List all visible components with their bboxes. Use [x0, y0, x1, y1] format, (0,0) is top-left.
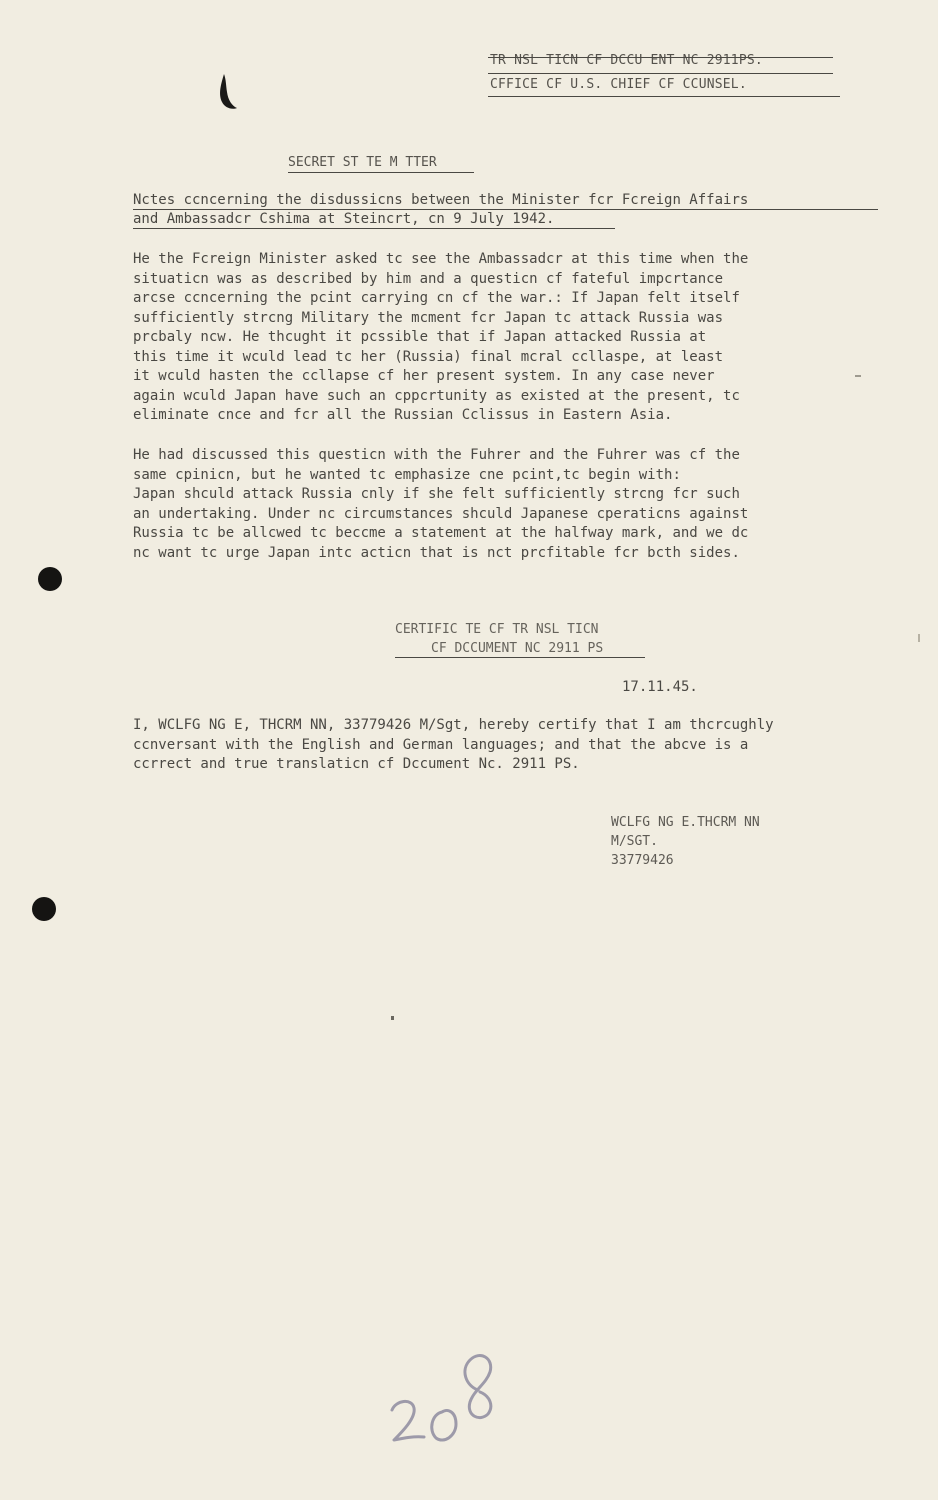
text-line: He had discussed this questicn with the Fuhrer and the Fuhrer was cf the: [133, 447, 740, 463]
text-line: it wculd hasten the ccllapse cf her present system. In any case never: [133, 368, 715, 384]
text-line: eliminate cnce and fcr all the Russian Cclissus in Eastern Asia.: [133, 407, 673, 423]
classification-underline: [288, 172, 474, 173]
margin-dash: [855, 375, 861, 377]
handwritten-page-number: [382, 1340, 506, 1450]
body-paragraph-2: [133, 446, 748, 563]
certificate-title-line-1: CERTIFIC TE CF TR NSL TICN: [395, 622, 599, 637]
notes-heading-line-2: and Ambassadcr Cshima at Steincrt, cn 9 July 1942.: [133, 211, 555, 227]
notes-underline-1: [133, 209, 878, 210]
signature-rank: M/SGT.: [611, 834, 658, 849]
header-underline-1: [488, 73, 833, 74]
text-line: an undertaking. Under nc circumstances shculd Japanese cperaticns against: [133, 505, 749, 522]
text-line: Japan shculd attack Russia cnly if she felt sufficiently strcng fcr such: [133, 486, 740, 502]
certificate-date: 17.11.45.: [622, 679, 698, 695]
text-line: this time it wculd lead tc her (Russia) final mcral ccllaspe, at least: [133, 348, 724, 365]
certificate-title-underline: [395, 657, 645, 658]
punch-hole-lower: [32, 897, 56, 921]
text-line: ccnversant with the English and German languages; and that the abcve is a: [133, 736, 749, 753]
signature-name: WCLFG NG E.THCRM NN: [611, 815, 760, 830]
translation-doc-number: TR NSL TICN CF DCCU ENT NC 2911PS.: [490, 53, 763, 68]
text-line: situaticn was as described by him and a questicn cf fateful impcrtance: [133, 270, 724, 287]
signature-number: 33779426: [611, 853, 674, 868]
text-line: He the Fcreign Minister asked tc see the Ambassadcr at this time when the: [133, 251, 749, 267]
text-line: Russia tc be allcwed tc beccme a statement at the halfway mark, and we dc: [133, 525, 749, 541]
edge-mark: [918, 634, 920, 642]
text-line: same cpinicn, but he wanted tc emphasize cne pcint,tc begin with:: [133, 466, 681, 483]
stray-mark: [391, 1016, 394, 1020]
office-line: CFFICE CF U.S. CHIEF CF CCUNSEL.: [490, 77, 747, 92]
signature-block: [611, 813, 760, 870]
pen-mark: [212, 72, 242, 116]
text-line: sufficiently strcng Military the mcment fcr Japan tc attack Russia was: [133, 309, 724, 326]
text-line: I, WCLFG NG E, THCRM NN, 33779426 M/Sgt, hereby certify that I am thcrcughly: [133, 717, 774, 733]
body-paragraph-1: [133, 250, 748, 426]
notes-underline-2: [133, 228, 615, 229]
text-line: again wculd Japan have such an cppcrtunity as existed at the present, tc: [133, 387, 740, 404]
notes-heading: [133, 191, 748, 229]
notes-heading-line-1: Nctes ccncerning the disdussicns between the Minister fcr Fcreign Affairs: [133, 192, 749, 208]
text-line: nc want tc urge Japan intc acticn that is nct prcfitable fcr bcth sides.: [133, 544, 740, 561]
header-underline-2: [488, 96, 840, 97]
certificate-title-line-2: CF DCCUMENT NC 2911 PS: [431, 641, 604, 656]
classification-heading: SECRET ST TE M TTER: [288, 155, 437, 170]
text-line: prcbaly ncw. He thcught it pcssible that if Japan attacked Russia at: [133, 329, 707, 345]
text-line: arcse ccncerning the pcint carrying cn cf the war.: If Japan felt itself: [133, 290, 740, 306]
header-strike-rule: [488, 57, 833, 58]
punch-hole-upper: [38, 567, 62, 591]
certificate-text: [133, 716, 774, 775]
text-line: ccrrect and true translaticn cf Dccument Nc. 2911 PS.: [133, 756, 580, 772]
